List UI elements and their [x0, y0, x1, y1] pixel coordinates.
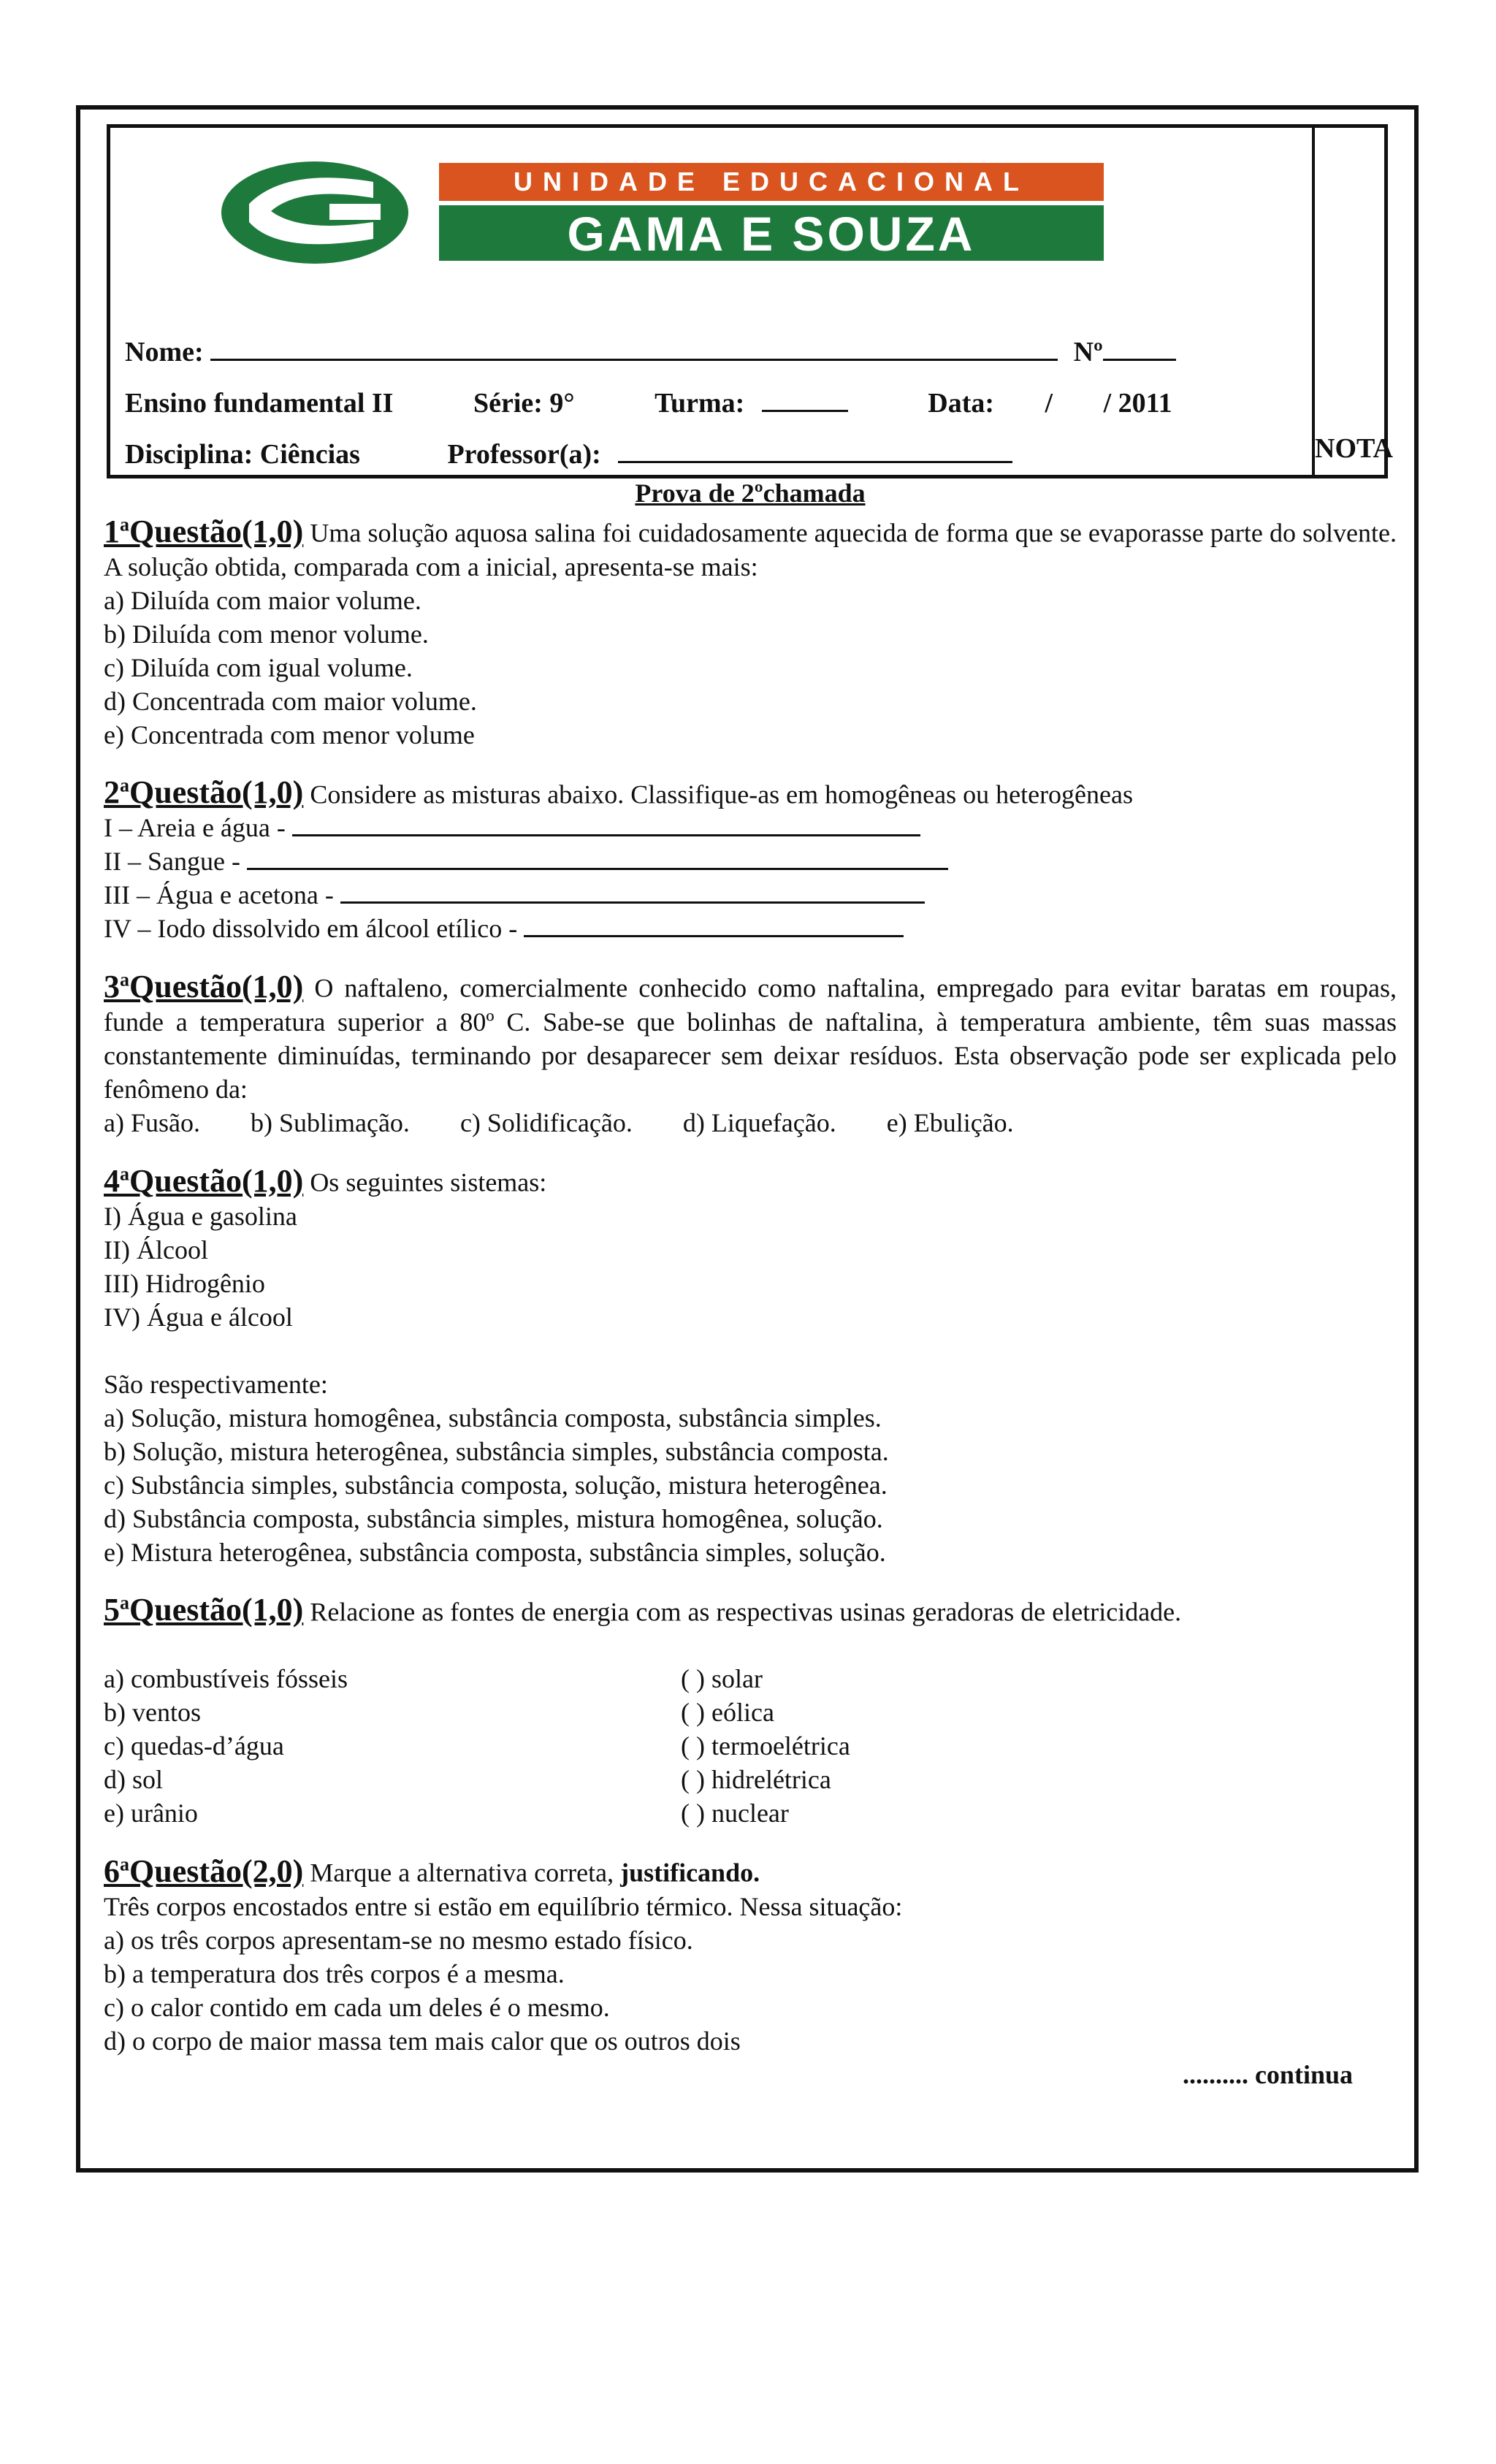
option: d) Concentrada com maior volume.: [104, 686, 477, 716]
question-4-text: Os seguintes sistemas:: [310, 1167, 547, 1197]
option: b) Diluída com menor volume.: [104, 619, 429, 649]
mixture-item: I – Areia e água -: [104, 811, 1397, 844]
answer-blank[interactable]: [292, 812, 920, 836]
relation-row: [104, 1796, 1397, 1830]
option: c) Substância simples, substância composta, solução, mistura heterogênea.: [104, 1470, 888, 1500]
plant-blank[interactable]: ( ) termoelétrica: [681, 1731, 850, 1761]
mixture-item: III – Água e acetona -: [104, 878, 1397, 912]
question-6-text: Marque a alternativa correta,: [310, 1858, 614, 1888]
option: b) Sublimação.: [250, 1107, 410, 1137]
relation-row: [104, 1763, 1397, 1796]
option: b) Solução, mistura heterogênea, substância simples, substância composta.: [104, 1436, 889, 1466]
relation-row: [104, 1662, 1397, 1696]
nome-field[interactable]: [210, 334, 1058, 361]
question-1-heading: 1$^a$Questão(1,0): [104, 513, 304, 549]
question-6-heading: 6$^a$Questão(2,0): [104, 1853, 304, 1889]
answer-blank[interactable]: [340, 880, 925, 904]
question-3-text: O naftaleno, comercialmente conhecido como naftalina, empregado para evitar baratas em roupas, funde a temperatura superior a 80º C. Sabe-se que bolinhas de naftalina, à temperatura ambiente, têm suas massas constantemente diminuídas, terminando por desaparecer sem deixar resíduos. Esta observação pode ser explicada pelo fenômeno da:: [104, 973, 1397, 1104]
disciplina-label: Disciplina: Ciências: [125, 439, 360, 470]
discipline-row: [125, 436, 1012, 470]
school-logo: [220, 153, 1169, 270]
nota-label: NOTA: [1315, 433, 1393, 464]
energy-source: b) ventos: [104, 1698, 201, 1728]
ensino-label: Ensino fundamental II: [125, 388, 394, 419]
question-4-prompt: São respectivamente:: [104, 1369, 328, 1399]
option: c) o calor contido em cada um deles é o mesmo.: [104, 1992, 610, 2022]
option: c) Solidificação.: [459, 1107, 633, 1137]
class-row: [125, 385, 1172, 419]
question-3-options: [104, 1106, 1397, 1140]
mixture-item: II – Sangue -: [104, 844, 1397, 878]
system-item: III) Hidrogênio: [104, 1268, 265, 1298]
system-item: IV) Água e álcool: [104, 1302, 293, 1332]
question-5: [104, 1587, 1397, 1629]
data-separator: /: [1045, 388, 1053, 419]
professor-field[interactable]: [618, 436, 1012, 463]
system-item: II) Álcool: [104, 1235, 208, 1265]
logo-bottom-text: GAMA E SOUZA: [567, 207, 976, 261]
option: b) a temperatura dos três corpos é a mesma.: [104, 1958, 565, 1988]
question-4: [104, 1157, 1397, 1199]
turma-field[interactable]: [762, 385, 848, 412]
system-item: I) Água e gasolina: [104, 1201, 297, 1231]
question-5-heading: 5$^a$Questão(1,0): [104, 1592, 304, 1628]
nota-divider: [1312, 128, 1315, 475]
data-year: / 2011: [1103, 388, 1172, 419]
serie-label: Série: 9°: [473, 388, 575, 419]
option: e) Concentrada com menor volume: [104, 720, 475, 750]
continua-note: .......... continua: [1182, 2059, 1353, 2089]
numero-field[interactable]: [1103, 334, 1176, 361]
question-2: [104, 769, 1397, 812]
option: d) o corpo de maior massa tem mais calor que os outros dois: [104, 2026, 741, 2056]
exam-content: [104, 478, 1397, 2091]
option: a) os três corpos apresentam-se no mesmo estado físico.: [104, 1925, 693, 1955]
option: d) Liquefação.: [682, 1107, 836, 1137]
relation-row: [104, 1696, 1397, 1729]
exam-header: [107, 124, 1393, 478]
energy-source: a) combustíveis fósseis: [104, 1664, 348, 1694]
question-5-text: Relacione as fontes de energia com as respectivas usinas geradoras de eletricidade.: [310, 1597, 1182, 1627]
relation-row: [104, 1729, 1397, 1763]
numero-label: Nº: [1073, 337, 1103, 367]
answer-blank[interactable]: [247, 846, 948, 870]
logo-mark: [221, 161, 408, 264]
exam-title: Prova de 2ºchamada: [635, 478, 866, 508]
name-row: [125, 334, 1176, 368]
option: c) Diluída com igual volume.: [104, 652, 413, 682]
question-2-text: Considere as misturas abaixo. Classifique-as em homogêneas ou heterogêneas: [310, 779, 1133, 809]
plant-blank[interactable]: ( ) eólica: [681, 1698, 774, 1728]
question-6: [104, 1847, 1397, 1890]
question-3-heading: 3$^a$Questão(1,0): [104, 968, 304, 1004]
option: a) Fusão.: [104, 1107, 200, 1137]
mixture-item: IV – Iodo dissolvido em álcool etílico -: [104, 912, 1397, 945]
option: d) Substância composta, substância simples, mistura homogênea, solução.: [104, 1503, 883, 1533]
answer-blank[interactable]: [524, 913, 904, 937]
energy-source: c) quedas-d’água: [104, 1731, 284, 1761]
plant-blank[interactable]: ( ) hidrelétrica: [681, 1765, 831, 1795]
option: e) Mistura heterogênea, substância composta, substância simples, solução.: [104, 1537, 886, 1567]
plant-blank[interactable]: ( ) solar: [681, 1664, 763, 1694]
option: e) Ebulição.: [886, 1107, 1014, 1137]
option: a) Solução, mistura homogênea, substância composta, substância simples.: [104, 1403, 882, 1433]
energy-source: d) sol: [104, 1765, 163, 1795]
question-2-heading: 2$^a$Questão(1,0): [104, 774, 304, 811]
energy-source: e) urânio: [104, 1799, 198, 1828]
nome-label: Nome:: [125, 337, 204, 367]
plant-blank[interactable]: ( ) nuclear: [681, 1799, 789, 1828]
question-6-instruction: justificando.: [614, 1858, 760, 1888]
question-1-options: [104, 584, 1397, 752]
question-1-text: Uma solução aquosa salina foi cuidadosamente aquecida de forma que se evaporasse parte do solvente. A solução obtida, comparada com a inicial, apresenta-se mais:: [104, 518, 1397, 581]
logo-top-text: UNIDADE EDUCACIONAL: [514, 167, 1029, 197]
professor-label: Professor(a):: [447, 439, 601, 470]
question-6-stem: Três corpos encostados entre si estão em equilíbrio térmico. Nessa situação:: [104, 1891, 903, 1921]
question-1: [104, 508, 1397, 584]
turma-label: Turma:: [654, 388, 745, 419]
option: a) Diluída com maior volume.: [104, 585, 421, 615]
data-label: Data:: [928, 388, 995, 419]
question-3: [104, 963, 1397, 1106]
question-4-heading: 4$^a$Questão(1,0): [104, 1162, 304, 1199]
